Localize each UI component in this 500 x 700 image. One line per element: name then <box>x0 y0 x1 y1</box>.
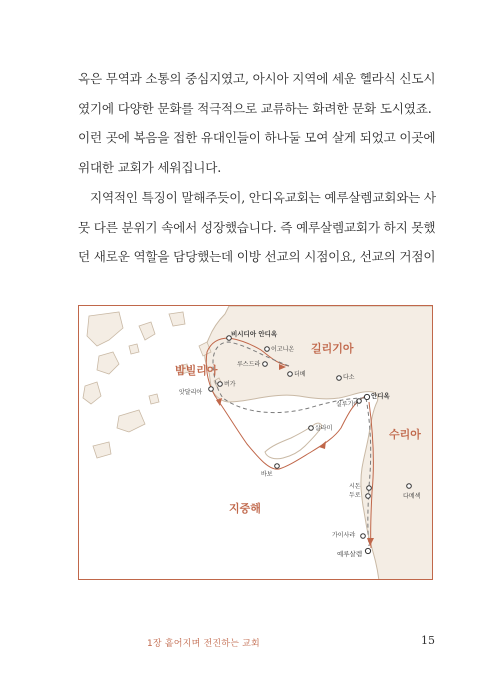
city-dot-tarsus <box>337 376 342 381</box>
region-label-pamphylia: 밤빌리아 <box>175 364 218 377</box>
city-label-tarsus: 다소 <box>343 374 355 381</box>
city-label-derbe: 더베 <box>294 371 306 378</box>
paragraph-line: 이런 곳에 복음을 접한 유대인들이 하나둘 모여 살게 되었고 이곳에 <box>78 130 436 145</box>
city-label-seleucia: 실루기아 <box>336 401 360 408</box>
paragraph-line: 지역적인 특징이 말해주듯이, 안디옥교회는 예루살렘교회와는 사 <box>90 190 436 205</box>
city-dot-iconium <box>265 347 270 352</box>
city-label-salamis: 살라미 <box>315 425 333 432</box>
paragraph-line: 위대한 교회가 세워집니다. <box>78 159 222 175</box>
city-dot-tyre <box>366 494 371 499</box>
city-dot-attalia <box>209 387 214 392</box>
city-dot-lystra <box>263 362 268 367</box>
city-dot-perga <box>218 382 223 387</box>
city-dot-paphos <box>275 464 280 469</box>
chapter-title: 1장 흩어지며 전진하는 교회 <box>147 639 260 649</box>
city-dot-antioch <box>364 394 369 399</box>
city-label-caesarea: 가이사랴 <box>332 532 356 539</box>
city-label-attalia: 앗달리아 <box>179 389 203 396</box>
paragraph-1 <box>78 64 440 182</box>
aegean-islands <box>83 312 222 458</box>
page-number: 15 <box>421 634 435 647</box>
missionary-journey-map <box>78 305 433 580</box>
paragraph-line: 던 새로운 역할을 담당했는데 이방 선교의 시점이요, 선교의 거점이 <box>78 249 436 264</box>
city-label-antioch: 안디옥 <box>371 392 390 400</box>
city-label-lystra: 루스드라 <box>237 361 261 368</box>
city-dot-damascus <box>407 484 412 489</box>
city-label-damascus: 다메섹 <box>403 493 421 500</box>
city-label-pisidian-antioch: 비시디아 안디옥 <box>231 330 278 338</box>
route-arrow <box>319 441 326 449</box>
region-label-galilee: 길리기아 <box>311 342 354 355</box>
paragraph-line: 옥은 무역과 소통의 중심지였고, 아시아 지역에 세운 헬라식 신도시 <box>78 71 436 86</box>
paragraph-2 <box>78 183 440 272</box>
city-label-tyre: 두로 <box>349 492 361 499</box>
city-label-jerusalem: 예루살렘 <box>337 550 363 558</box>
city-dot-derbe <box>288 372 293 377</box>
city-dot-salamis <box>309 426 314 431</box>
city-label-paphos: 바보 <box>261 471 273 478</box>
region-label-mediterranean: 지중해 <box>229 502 261 515</box>
paragraph-line: 뭇 다른 분위기 속에서 성장했습니다. 즉 예루살렘교회가 하지 못했 <box>78 219 436 235</box>
city-label-perga: 버가 <box>224 381 236 388</box>
city-dot-jerusalem <box>365 548 370 553</box>
city-label-sidon: 시돈 <box>349 483 361 490</box>
region-label-syria: 수리아 <box>389 428 421 441</box>
city-dot-sidon <box>367 486 372 491</box>
city-dot-caesarea <box>361 534 366 539</box>
map-svg <box>79 306 433 580</box>
city-label-iconium: 이고니온 <box>271 346 295 353</box>
paragraph-line: 였기에 다양한 문화를 적극적으로 교류하는 화려한 문화 도시였죠. <box>78 100 432 116</box>
